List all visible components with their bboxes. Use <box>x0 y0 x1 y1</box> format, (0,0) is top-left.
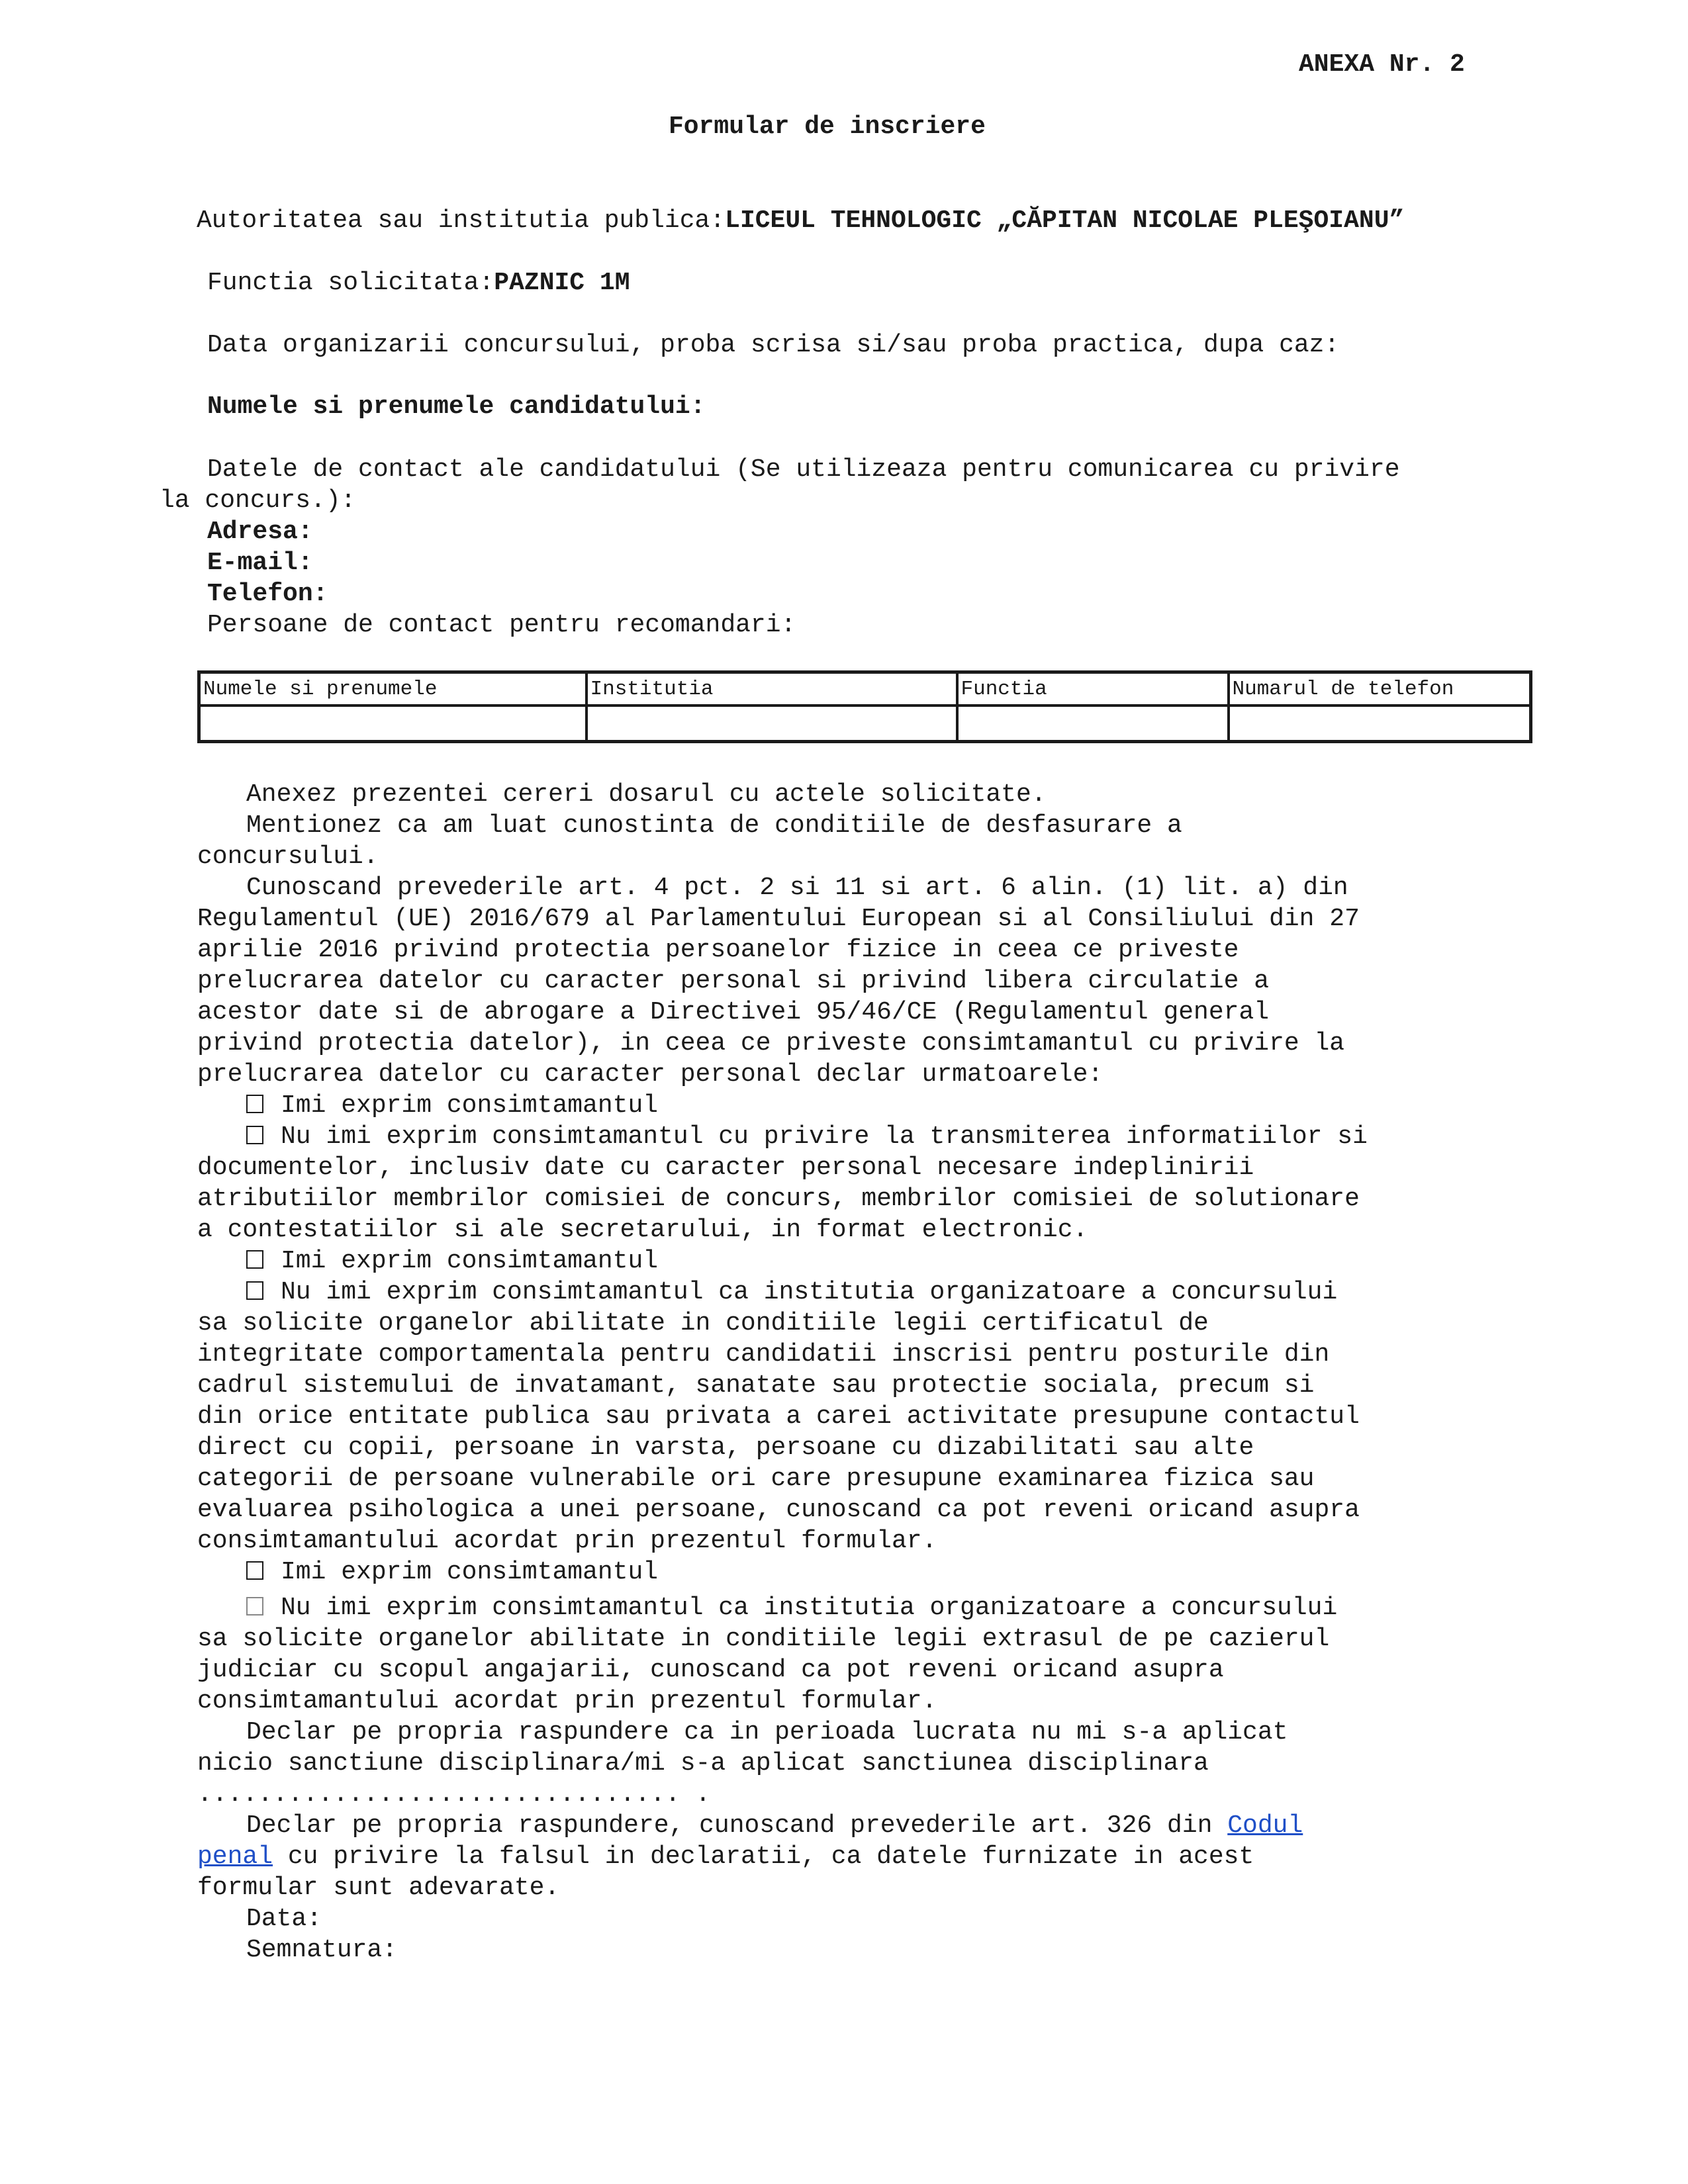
authority-value: LICEUL TEHNOLOGIC „CĂPITAN NICOLAE PLEŞOIANU” <box>725 206 1405 235</box>
opt2-line9: consimtamantului acordat prin prezentul formular. <box>197 1527 937 1555</box>
checkbox-icon[interactable] <box>246 1250 263 1269</box>
cell-name[interactable] <box>199 705 586 742</box>
header-name: Numele si prenumele <box>199 672 586 706</box>
consent-option-3[interactable] <box>246 1557 658 1588</box>
disciplinary-line1: Declar pe propria raspundere ca in perioada lucrata nu mi s-a aplicat <box>246 1718 1288 1747</box>
opt1-line4: a contestatiilor si ale secretarului, in format electronic. <box>197 1216 1088 1244</box>
mention-line2: concursului. <box>197 842 379 871</box>
header-function: Functia <box>957 672 1229 706</box>
consent-text: Imi exprim consimtamantul <box>281 1558 659 1586</box>
checkbox-icon[interactable] <box>246 1561 263 1580</box>
refuse-option-3[interactable] <box>246 1592 1337 1623</box>
opt2-line5: din orice entitate publica sau privata a carei activitate presupune contactul <box>197 1402 1360 1431</box>
gdpr-line6: privind protectia datelor), in ceea ce priveste consimtamantul cu privire la <box>197 1029 1345 1058</box>
consent-option-1[interactable] <box>246 1090 658 1121</box>
references-label: Persoane de contact pentru recomandari: <box>207 611 796 639</box>
checkbox-icon[interactable] <box>246 1597 263 1615</box>
refuse-text: Nu imi exprim consimtamantul cu privire la transmiterea informatiilor si <box>281 1122 1368 1151</box>
gdpr-line5: acestor date si de abrogare a Directivei 95/46/CE (Regulamentul general <box>197 998 1270 1026</box>
penal-text: Declar pe propria raspundere, cunoscand prevederile art. 326 din <box>246 1811 1228 1840</box>
penal-text: cu privire la falsul in declaratii, ca datele furnizate in acest <box>273 1843 1254 1871</box>
opt2-line2: sa solicite organelor abilitate in conditiile legii certificatul de <box>197 1309 1209 1338</box>
penal-line1 <box>246 1810 1303 1841</box>
checkbox-icon[interactable] <box>246 1126 263 1144</box>
refuse-text: Nu imi exprim consimtamantul ca institutia organizatoare a concursului <box>281 1278 1338 1306</box>
consent-option-2[interactable] <box>246 1246 658 1277</box>
references-table <box>197 670 1532 743</box>
header-phone: Numarul de telefon <box>1229 672 1531 706</box>
gdpr-line2: Regulamentul (UE) 2016/679 al Parlamentului European si al Consiliului din 27 <box>197 905 1360 933</box>
mention-line1: Mentionez ca am luat cunostinta de conditiile de desfasurare a <box>246 811 1182 840</box>
refuse-option-1[interactable] <box>246 1121 1368 1152</box>
opt2-line7: categorii de persoane vulnerabile ori care presupune examinarea fizica sau <box>197 1465 1315 1493</box>
refuse-text: Nu imi exprim consimtamantul ca institutia organizatoare a concursului <box>281 1594 1338 1622</box>
opt3-line4: consimtamantului acordat prin prezentul formular. <box>197 1687 937 1715</box>
penal-line2 <box>197 1841 1254 1872</box>
address-label: Adresa: <box>207 518 313 546</box>
penal-line3: formular sunt adevarate. <box>197 1874 560 1902</box>
function-value: PAZNIC 1M <box>494 269 630 297</box>
disciplinary-line2: nicio sanctiune disciplinara/mi s-a aplicat sanctiunea disciplinara <box>197 1749 1209 1778</box>
table-header-row <box>199 672 1531 706</box>
opt1-line3: atributiilor membrilor comisiei de concurs, membrilor comisiei de solutionare <box>197 1185 1360 1213</box>
refuse-option-2[interactable] <box>246 1277 1337 1308</box>
checkbox-icon[interactable] <box>246 1281 263 1300</box>
cell-institution[interactable] <box>586 705 957 742</box>
authority-line <box>197 205 1404 236</box>
email-label: E-mail: <box>207 549 313 577</box>
opt3-line3: judiciar cu scopul angajarii, cunoscand ca pot reveni oricand asupra <box>197 1656 1224 1684</box>
table-row <box>199 705 1531 742</box>
signature-label: Semnatura: <box>246 1936 398 1964</box>
checkbox-icon[interactable] <box>246 1095 263 1113</box>
disciplinary-dots[interactable]: ................................ . <box>197 1780 711 1809</box>
opt1-line2: documentelor, inclusiv date cu caracter personal necesare indeplinirii <box>197 1154 1254 1182</box>
penal-code-link[interactable]: Codul <box>1227 1811 1303 1840</box>
function-line <box>207 267 630 298</box>
contest-date-label: Data organizarii concursului, proba scrisa si/sau proba practica, dupa caz: <box>207 331 1340 359</box>
candidate-name-label: Numele si prenumele candidatului: <box>207 392 706 421</box>
cell-function[interactable] <box>957 705 1229 742</box>
gdpr-line1: Cunoscand prevederile art. 4 pct. 2 si 11 si art. 6 alin. (1) lit. a) din <box>246 874 1348 902</box>
contact-intro-line1: Datele de contact ale candidatului (Se utilizeaza pentru comunicarea cu privire <box>207 455 1400 484</box>
annex-number: ANEXA Nr. 2 <box>1299 50 1465 79</box>
consent-text: Imi exprim consimtamantul <box>281 1247 659 1275</box>
authority-label: Autoritatea sau institutia publica: <box>197 206 726 235</box>
consent-text: Imi exprim consimtamantul <box>281 1091 659 1120</box>
header-institution: Institutia <box>586 672 957 706</box>
gdpr-line4: prelucrarea datelor cu caracter personal si privind libera circulatie a <box>197 967 1270 995</box>
annex-statement: Anexez prezentei cereri dosarul cu actele solicitate. <box>246 780 1047 809</box>
date-label: Data: <box>246 1905 322 1933</box>
contact-intro-line2: la concurs.): <box>160 486 356 515</box>
opt2-line3: integritate comportamentala pentru candidatii inscrisi pentru posturile din <box>197 1340 1330 1369</box>
opt2-line4: cadrul sistemului de invatamant, sanatate sau protectie sociala, precum si <box>197 1371 1315 1400</box>
penal-code-link-cont[interactable]: penal <box>197 1843 273 1871</box>
cell-phone[interactable] <box>1229 705 1531 742</box>
gdpr-line3: aprilie 2016 privind protectia persoanelor fizice in ceea ce priveste <box>197 936 1239 964</box>
form-title: Formular de inscriere <box>669 113 986 141</box>
gdpr-line7: prelucrarea datelor cu caracter personal declar urmatoarele: <box>197 1060 1103 1089</box>
opt2-line6: direct cu copii, persoane in varsta, persoane cu dizabilitati sau alte <box>197 1433 1254 1462</box>
function-label: Functia solicitata: <box>207 269 494 297</box>
phone-label: Telefon: <box>207 580 328 608</box>
opt3-line2: sa solicite organelor abilitate in conditiile legii extrasul de pe cazierul <box>197 1625 1330 1653</box>
opt2-line8: evaluarea psihologica a unei persoane, cunoscand ca pot reveni oricand asupra <box>197 1496 1360 1524</box>
